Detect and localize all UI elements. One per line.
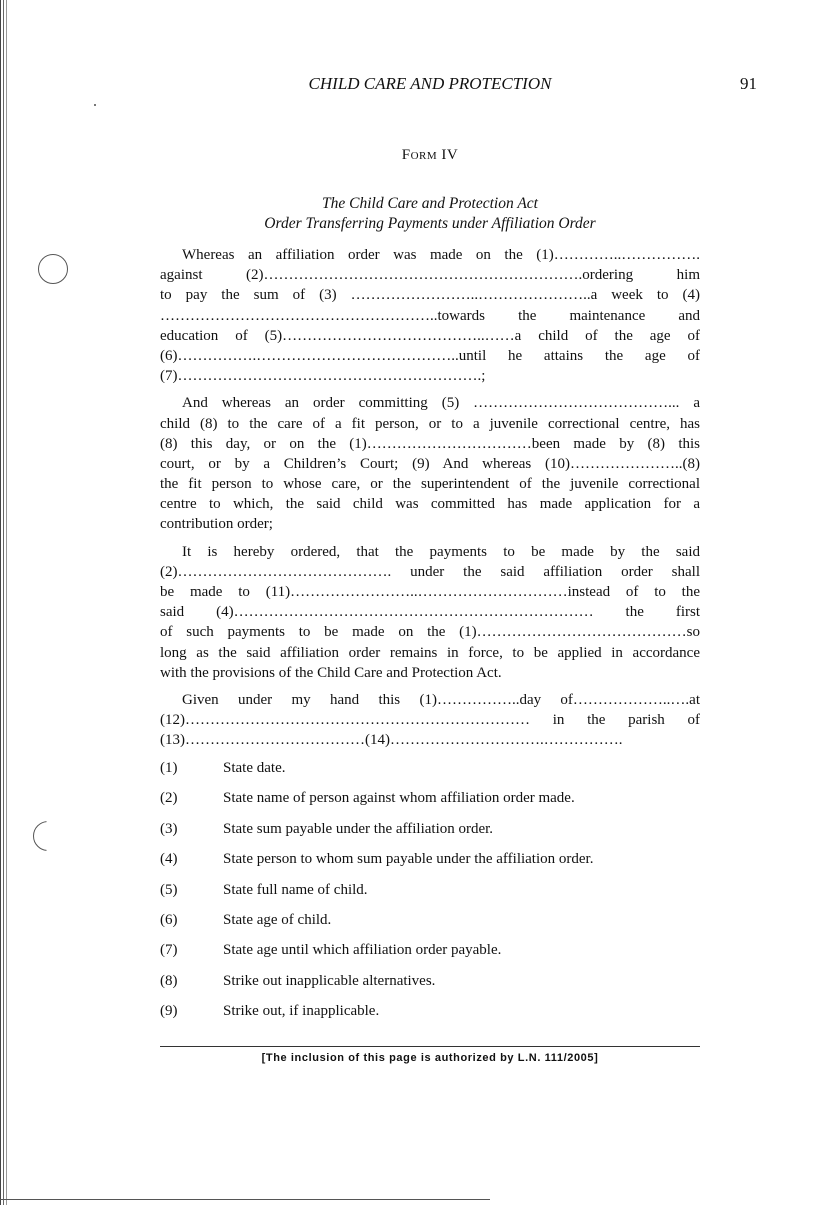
note-text: State full name of child. [223, 881, 368, 898]
text-line: Whereas an affiliation order was made on the (1)…………..……………. [182, 247, 700, 263]
footer-rule [160, 1046, 700, 1047]
text-line: education of (5)…………………………………..……a child of the age of [160, 327, 700, 344]
scan-speck [94, 104, 96, 106]
text-line: of such payments to be made on the (1)……………………………………so [160, 624, 700, 641]
note-text: State name of person against whom affiliation order made. [223, 790, 575, 807]
text-line: child (8) to the care of a fit person, or to a juvenile correctional centre, has [160, 415, 700, 432]
notes-list [160, 758, 700, 1032]
note-item [160, 940, 700, 970]
note-text: State age until which affiliation order payable. [223, 942, 502, 959]
note-number: (8) [160, 972, 178, 989]
text-line: (12)…………………………………………………………… in the parish of [160, 712, 700, 729]
note-number: (7) [160, 942, 178, 959]
note-item [160, 849, 700, 879]
text-line: long as the said affiliation order remains in force, to be applied in accordance [160, 644, 700, 661]
order-title: Order Transferring Payments under Affiliation Order [264, 215, 596, 232]
text-line: It is hereby ordered, that the payments to be made by the said [182, 543, 700, 560]
note-item [160, 758, 700, 788]
note-text: Strike out, if inapplicable. [223, 1003, 380, 1020]
running-header [0, 74, 813, 98]
note-number: (2) [160, 790, 178, 807]
note-item [160, 910, 700, 940]
note-item [160, 971, 700, 1001]
scan-bottom-edge [0, 1199, 490, 1200]
note-item [160, 819, 700, 849]
text-line: ………………………………………………..towards the maintenance and [160, 307, 700, 324]
text-line: contribution order; [160, 516, 273, 533]
text-line: centre to which, the said child was committed has made application for a [160, 496, 700, 513]
note-text: Strike out inapplicable alternatives. [223, 972, 436, 989]
text-line: court, or by a Children’s Court; (9) And whereas (10)…………………..(8) [160, 455, 700, 472]
act-title: The Child Care and Protection Act [322, 195, 538, 212]
paragraph-and-whereas [160, 393, 700, 534]
form-title: Form IV [401, 147, 459, 163]
note-number: (9) [160, 1003, 178, 1020]
note-number: (3) [160, 820, 178, 837]
note-item [160, 788, 700, 818]
note-text: State person to whom sum payable under the affiliation order. [223, 851, 594, 868]
note-item [160, 1001, 700, 1031]
punch-hole-upper [38, 254, 68, 284]
text-line: And whereas an order committing (5) …………………………………... a [182, 395, 700, 412]
text-line: (13)………………………………(14)………………………….……………. [160, 732, 623, 749]
note-number: (4) [160, 851, 178, 868]
note-text: State sum payable under the affiliation order. [223, 820, 494, 837]
paragraph-ordered [160, 542, 700, 683]
note-number: (1) [160, 760, 178, 776]
text-line: to pay the sum of (3) ……………………..…………………..a week to (4) [160, 287, 700, 304]
running-title: CHILD CARE AND PROTECTION [308, 74, 552, 93]
text-line: against (2)……………………………………………………….ordering him [160, 267, 700, 284]
binding-edge [0, 0, 10, 1205]
note-number: (5) [160, 881, 178, 898]
page-number: 91 [740, 74, 757, 93]
text-line: with the provisions of the Child Care and Protection Act. [160, 664, 502, 681]
form-body [160, 245, 700, 751]
text-line: (6)…………….…………………………………..until he attains the age of [160, 347, 700, 364]
paragraph-given [160, 690, 700, 751]
text-line: said (4)……………………………………………………………… the first [160, 604, 700, 621]
text-line: be made to (11)……………………..…………………………instead of to the [160, 584, 700, 600]
paragraph-whereas [160, 245, 700, 386]
note-text: State age of child. [223, 911, 332, 928]
note-item [160, 880, 700, 910]
note-text: State date. [223, 760, 286, 776]
text-line: (2)……………………………………. under the said affiliation order shall [160, 563, 700, 580]
punch-hole-lower [33, 821, 63, 851]
text-line: Given under my hand this (1)……………..day of………………..….at [182, 691, 700, 708]
text-line: (8) this day, or on the (1)……………………………been made by (8) this [160, 435, 700, 452]
text-line: the fit person to whose care, or the superintendent of the juvenile correctional [160, 476, 700, 493]
footer-authorization: [The inclusion of this page is authorized by L.N. 111/2005] [261, 1052, 599, 1064]
text-line: (7)…………………………………………………….; [160, 368, 486, 385]
note-number: (6) [160, 911, 178, 928]
